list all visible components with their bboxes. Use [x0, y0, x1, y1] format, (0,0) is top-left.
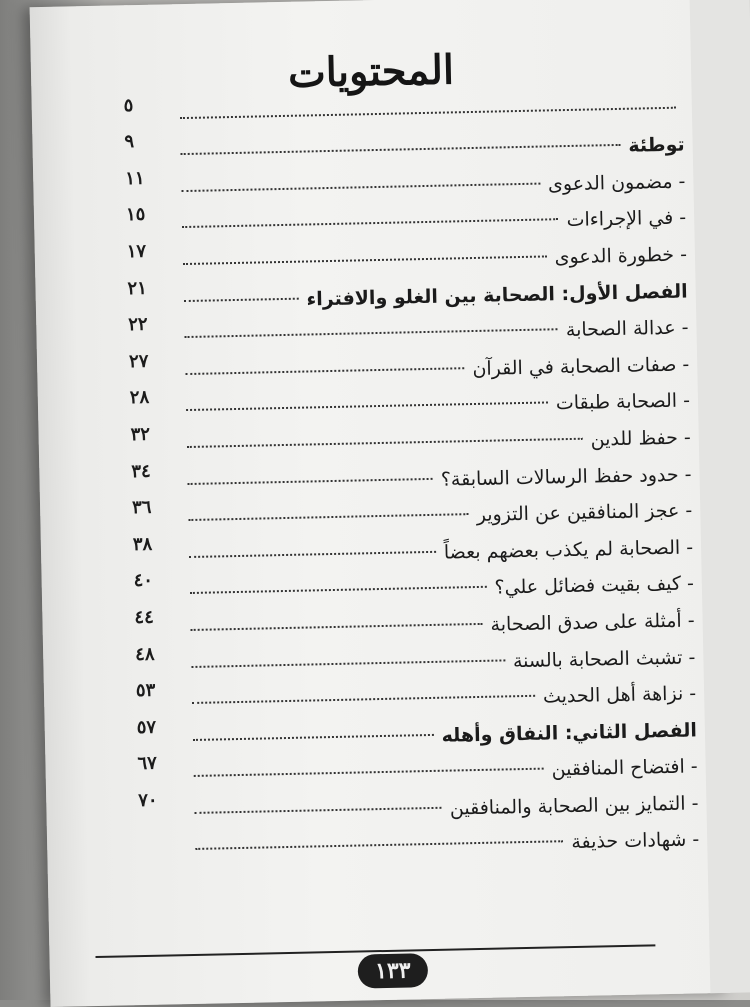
toc-leader-dots — [191, 623, 483, 631]
toc-entry-page: ٣٤ — [131, 460, 179, 482]
toc-entry-page: ٣٦ — [132, 496, 180, 518]
toc-entry-label: توطئة — [628, 134, 685, 160]
toc-leader-dots — [188, 513, 468, 521]
toc-entry-page: ٤٤ — [134, 606, 182, 628]
toc-entry-label: - حدود حفظ الرسالات السابقة؟ — [441, 463, 692, 493]
toc-leader-dots — [188, 477, 433, 484]
toc-entry-page: ٣٢ — [130, 423, 178, 445]
toc-leader-dots — [190, 586, 487, 594]
toc-entry-page: ٥ — [123, 94, 171, 116]
toc-entry-label: - خطورة الدعوى — [554, 243, 687, 271]
toc-leader-dots — [181, 182, 540, 192]
toc-leader-dots — [187, 438, 583, 448]
toc-leader-dots — [193, 734, 434, 741]
toc-leader-dots — [184, 297, 299, 301]
toc-leader-dots — [180, 106, 676, 118]
toc-entry-page: ٧٠ — [138, 789, 186, 811]
toc-entry-label: - تشبث الصحابة بالسنة — [513, 646, 696, 675]
toc-entry-label: - مضمون الدعوى — [548, 170, 686, 198]
toc-entry-label: - الصحابة طبقات — [556, 390, 691, 418]
toc-entry-page: ١٥ — [126, 204, 174, 226]
toc-leader-dots — [192, 695, 535, 704]
toc-entry-page — [139, 847, 187, 848]
toc-entry-page: ٩ — [124, 130, 172, 152]
toc-entry-label: - صفات الصحابة في القرآن — [472, 353, 689, 383]
toc-entry-label: - التمايز بين الصحابة والمنافقين — [450, 792, 699, 822]
toc-entry-label: - كيف بقيت فضائل علي؟ — [494, 573, 694, 602]
toc-entry-label: - حفظ للدين — [590, 426, 691, 453]
toc-leader-dots — [194, 768, 544, 777]
toc-leader-dots — [181, 144, 621, 155]
toc-leader-dots — [185, 328, 558, 338]
toc-entry-label: - نزاهة أهل الحديث — [543, 683, 697, 711]
toc-leader-dots — [186, 402, 548, 412]
toc-entry-label: - الصحابة لم يكذب بعضهم بعضاً — [444, 536, 694, 566]
toc-leader-dots — [191, 659, 505, 668]
toc-entry-page: ٤٨ — [135, 643, 183, 665]
toc-leader-dots — [189, 551, 436, 558]
toc-entry-page: ٥٧ — [136, 716, 184, 738]
page-title: المحتويات — [31, 41, 712, 102]
toc-entry-page: ٢٧ — [129, 350, 177, 372]
toc-entry-page: ٢٢ — [128, 313, 176, 335]
toc-entry-page: ٤٠ — [133, 569, 181, 591]
page-number-badge: ١٣٣ — [358, 953, 429, 988]
toc-entry-page: ٢١ — [127, 277, 175, 299]
toc-entry-label: - عجز المنافقين عن التزوير — [476, 500, 692, 530]
toc-entry-label: الفصل الثاني: النفاق وأهله — [441, 719, 697, 749]
toc-entry-page: ٦٧ — [137, 752, 185, 774]
toc-entry-page: ١١ — [125, 167, 173, 189]
toc-entry-page: ٢٨ — [130, 387, 178, 409]
toc-leader-dots — [183, 255, 547, 265]
toc-entry-label: - في الإجراءات — [566, 207, 686, 234]
toc-leader-dots — [185, 367, 464, 375]
toc-entry-label: - أمثلة على صدق الصحابة — [490, 609, 695, 638]
book-page — [30, 0, 731, 1007]
table-of-contents — [124, 86, 700, 866]
toc-entry-label: - شهادات حذيفة — [571, 829, 699, 857]
toc-entry-page: ٥٣ — [136, 679, 184, 701]
toc-leader-dots — [194, 807, 441, 814]
toc-entry-page: ٣٨ — [133, 533, 181, 555]
toc-entry-label: - عدالة الصحابة — [566, 317, 689, 345]
toc-entry-page: ١٧ — [127, 240, 175, 262]
toc-leader-dots — [182, 219, 558, 229]
toc-entry-label: - افتضاح المنافقين — [551, 756, 698, 784]
toc-entry-label: الفصل الأول: الصحابة بين الغلو والافتراء — [306, 280, 688, 313]
toc-leader-dots — [195, 841, 563, 851]
